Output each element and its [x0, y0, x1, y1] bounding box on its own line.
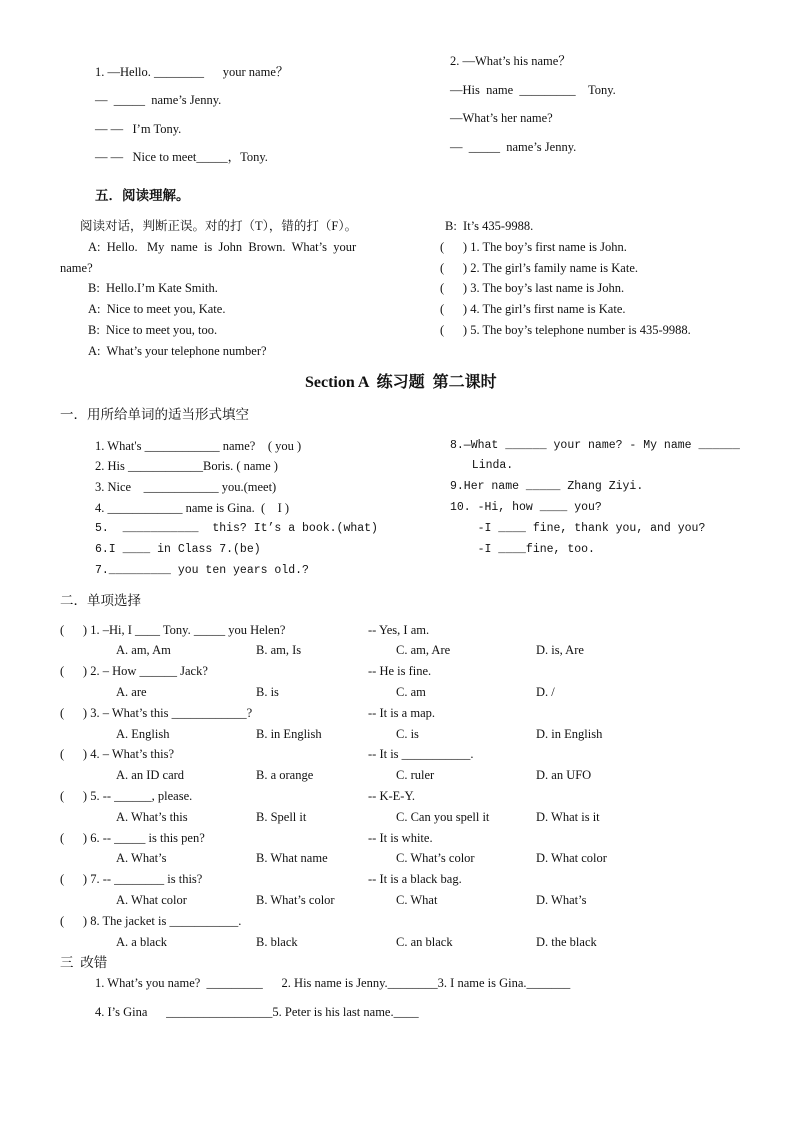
fill-item: 3. Nice ____________ you.(meet) [95, 480, 277, 494]
mc-question: ( ) 2. – How ______ Jack? [60, 664, 208, 678]
judgment-item: ( ) 5. The boy’s telephone number is 435-9988. [440, 323, 691, 337]
mc-reply: -- It is a black bag. [368, 872, 462, 886]
reading-reply: B: It’s 435-9988. [445, 219, 534, 233]
fill-item: 8.—What ______ your name? - My name ______ [450, 439, 740, 452]
correction-line: 1. What’s you name? _________ 2. His name is Jenny.________3. I name is Gina._______ [95, 976, 571, 990]
mc-option: C. is [396, 727, 419, 741]
dialog-line: A: What’s your telephone number? [88, 344, 267, 358]
reading-heading: 五．阅读理解。 [95, 188, 190, 203]
dialog-line: A: Hello. My name is John Brown. What’s your [88, 240, 357, 254]
mc-reply: -- K-E-Y. [368, 789, 415, 803]
section-title: Section A 练习题 第二课时 [305, 374, 497, 391]
top-right-line: 2. —What’s his name？ [450, 54, 571, 68]
mc-option: B. a orange [256, 768, 314, 782]
mc-option: D. in English [536, 727, 603, 741]
fill-item: Linda. [458, 459, 514, 472]
mc-reply: -- It is white. [368, 831, 433, 845]
fill-item: 6.I ____ in Class 7.(be) [95, 543, 261, 556]
mc-question: ( ) 5. -- ______, please. [60, 789, 193, 803]
dialog-line: A: Nice to meet you, Kate. [88, 302, 226, 316]
part2-heading: 二．单项选择 [60, 593, 141, 608]
mc-option: B. What’s color [256, 893, 335, 907]
mc-option: B. black [256, 935, 298, 949]
part3-heading: 三 改错 [60, 955, 108, 970]
dialog-line: B: Hello.I’m Kate Smith. [88, 281, 218, 295]
judgment-item: ( ) 4. The girl’s first name is Kate. [440, 302, 626, 316]
mc-option: D. the black [536, 935, 597, 949]
mc-option: C. an black [396, 935, 453, 949]
judgment-item: ( ) 3. The boy’s last name is John. [440, 281, 625, 295]
top-left-line: — _____ name’s Jenny. [95, 93, 222, 107]
mc-option: C. am [396, 685, 426, 699]
mc-option: A. What color [116, 893, 187, 907]
mc-option: B. What name [256, 851, 328, 865]
mc-option: D. What is it [536, 810, 600, 824]
mc-option: D. is, Are [536, 643, 584, 657]
top-left-line: — — Nice to meet_____，Tony. [95, 150, 268, 164]
mc-option: B. in English [256, 727, 322, 741]
mc-option: D. / [536, 685, 555, 699]
top-left-line: — — I’m Tony. [95, 122, 182, 136]
correction-line: 4. I’s Gina _________________5. Peter is his last name.____ [95, 1005, 419, 1019]
fill-item: 4. ____________ name is Gina. ( I ) [95, 501, 290, 515]
mc-option: C. ruler [396, 768, 435, 782]
mc-question: ( ) 6. -- _____ is this pen? [60, 831, 205, 845]
mc-option: D. an UFO [536, 768, 592, 782]
part1-heading: 一．用所给单词的适当形式填空 [60, 407, 249, 422]
fill-item: 7._________ you ten years old.? [95, 564, 309, 577]
mc-question: ( ) 8. The jacket is ___________. [60, 914, 242, 928]
mc-option: A. am, Am [116, 643, 171, 657]
judgment-item: ( ) 1. The boy’s first name is John. [440, 240, 627, 254]
mc-option: D. What’s [536, 893, 587, 907]
mc-option: A. English [116, 727, 170, 741]
dialog-line: name? [60, 261, 93, 275]
reading-instruction: 阅读对话，判断正误。对的打（T），错的打（F）。 [80, 219, 358, 233]
fill-item: -I ____fine, too. [450, 543, 595, 556]
top-right-line: —His name _________ Tony. [450, 83, 616, 97]
mc-option: A. a black [116, 935, 168, 949]
mc-question: ( ) 3. – What’s this ____________? [60, 706, 253, 720]
fill-item: 2. His ____________Boris. ( name ) [95, 459, 278, 473]
mc-option: B. is [256, 685, 279, 699]
mc-option: C. am, Are [396, 643, 451, 657]
top-right-line: —What’s her name? [450, 111, 553, 125]
dialog-line: B: Nice to meet you, too. [88, 323, 218, 337]
mc-option: B. Spell it [256, 810, 307, 824]
top-left-line: 1. —Hello. ________ your name？ [95, 65, 289, 79]
top-right-line: — _____ name’s Jenny. [450, 140, 577, 154]
mc-question: ( ) 7. -- ________ is this? [60, 872, 203, 886]
mc-option: A. What’s this [116, 810, 188, 824]
judgment-item: ( ) 2. The girl’s family name is Kate. [440, 261, 638, 275]
mc-reply: -- It is a map. [368, 706, 435, 720]
fill-item: 9.Her name _____ Zhang Ziyi. [450, 480, 644, 493]
mc-reply: -- Yes, I am. [368, 623, 430, 637]
mc-option: A. What’s [116, 851, 167, 865]
fill-item: 1. What's ____________ name? ( you ) [95, 439, 302, 453]
mc-question: ( ) 4. – What’s this? [60, 747, 174, 761]
mc-option: A. are [116, 685, 147, 699]
fill-item: 10. -Hi, how ____ you? [450, 501, 602, 514]
fill-item: -I ____ fine, thank you, and you? [450, 522, 706, 535]
mc-reply: -- He is fine. [368, 664, 432, 678]
mc-option: B. am, Is [256, 643, 302, 657]
mc-option: C. What [396, 893, 438, 907]
mc-question: ( ) 1. –Hi, I ____ Tony. _____ you Helen? [60, 623, 286, 637]
mc-option: C. What’s color [396, 851, 475, 865]
mc-option: D. What color [536, 851, 607, 865]
mc-reply: -- It is ___________. [368, 747, 474, 761]
mc-option: A. an ID card [116, 768, 185, 782]
mc-option: C. Can you spell it [396, 810, 490, 824]
fill-item: 5. ___________ this? It’s a book.(what) [95, 522, 378, 535]
